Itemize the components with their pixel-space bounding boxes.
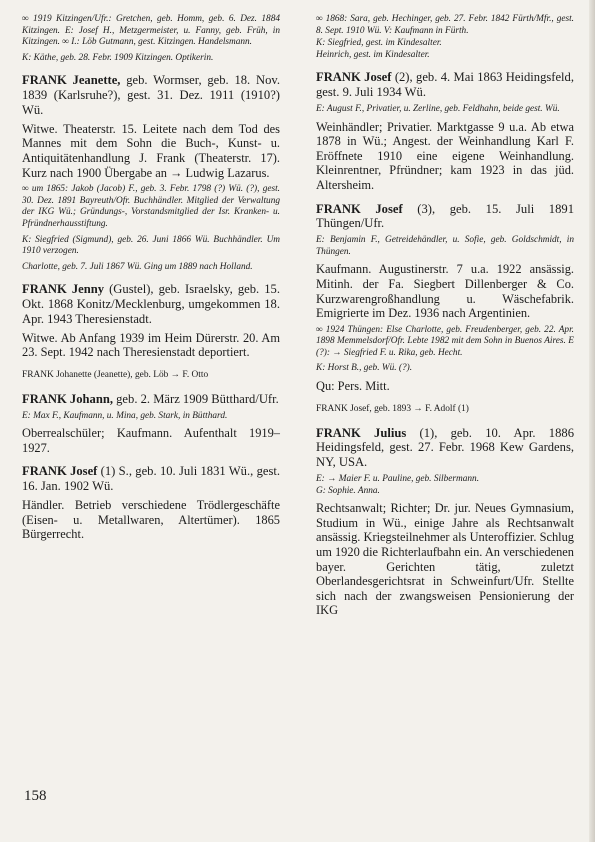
- siblings-note: G: Sophie. Anna.: [316, 485, 380, 496]
- entry-name: FRANK Jenny: [22, 282, 105, 297]
- parents-note: E: → Maier F. u. Pauline, geb. Silbermann.: [316, 474, 480, 485]
- entry-name: FRANK Josef: [22, 464, 98, 479]
- children-note: K: Siegfried, gest. im Kindesalter.: [316, 38, 442, 49]
- marriage-note: ∞ um 1865: Jakob (Jacob) F., geb. 3. Febr. 1798 (?) Wü. (?), gest. 30. Dez. 1891 Bayreuth/Ofr. Buchhändler. Mitglied der Verwaltung der IKG Wü.; Gründungs-, Vorstandsmitglied der Isr. Kranken- u. Pfründnerhausstiftung.: [22, 184, 280, 229]
- entry-heading: [316, 202, 574, 232]
- entry-name: FRANK Josef: [316, 201, 403, 216]
- children-note-2: Charlotte, geb. 7. Juli 1867 Wü. Ging um 1889 nach Holland.: [22, 261, 253, 272]
- entry-heading: [22, 73, 280, 117]
- entry-frank-jenny: [22, 282, 280, 360]
- entry-frank-josef-3: [316, 202, 574, 394]
- entry-continuation: [316, 14, 574, 61]
- entry-dates: (Gustel), geb. Israelsky, geb. 15. Okt. 1868 Konitz/Mecklenburg, umgekommen 18. Apr. 1943 Theresienstadt.: [22, 282, 280, 326]
- family-note: ∞ 1919 Kitzingen/Ufr.: Gretchen, geb. Homm, geb. 6. Dez. 1884 Kitzingen. E: Josef H., Metzgermeister, u. Fanny, geb. Früh, in Kitzingen. ∞ I.: Löb Gutmann, gest. Kitzingen. Handelsmann.: [22, 14, 280, 48]
- entry-body: Händler. Betrieb verschiedene Trödlergeschäfte (Eisen- u. Metallwaren, Altertümer). 1865 Bürgerrecht.: [22, 498, 280, 542]
- children-note: K: Käthe, geb. 28. Febr. 1909 Kitzingen. Optikerin.: [22, 52, 214, 63]
- entry-dates: geb. 2. März 1909 Bütthard/Ufr.: [112, 391, 279, 406]
- children-note: K: Horst B., geb. Wü. (?).: [316, 363, 413, 374]
- entry-name: FRANK Jeanette,: [22, 73, 121, 88]
- children-note-2: Heinrich, gest. im Kindesalter.: [316, 49, 430, 60]
- parents-note: E: Benjamin F., Getreidehändler, u. Sofie, geb. Goldschmidt, in Thüngen.: [316, 235, 574, 257]
- entry-heading: [22, 282, 280, 326]
- entry-body: Kaufmann. Augustinerstr. 7 u.a. 1922 ansässig. Mitinh. der Fa. Siegbert Dillenberger & Co. Kurzwarengroßhandlung u. Wäschefabrik. Emigrierte im Dez. 1936 nach Argentinien.: [316, 262, 574, 321]
- entry-body: Witwe. Ab Anfang 1939 im Heim Dürerstr. 20. Am 23. Sept. 1942 nach Theresienstadt deportiert.: [22, 330, 280, 360]
- entry-frank-julius-1: [316, 426, 574, 618]
- marriage-note: ∞ 1924 Thüngen: Else Charlotte, geb. Freudenberger, geb. 22. Apr. 1898 Memmelsdorf/Ofr. Lebte 1982 mit dem Sohn in Buenos Aires. E (?): → Siegfried F. u. Rika, geb. Hecht.: [316, 324, 574, 358]
- entry-name: FRANK Julius: [316, 425, 407, 440]
- entry-frank-johann: [22, 392, 280, 456]
- entry-dates: geb. Wormser, geb. 18. Nov. 1839 (Karlsruhe?), gest. 31. Dez. 1911 (1910?) Wü.: [22, 73, 280, 117]
- parents-note: E: August F., Privatier, u. Zerline, geb. Feldhahn, beide gest. Wü.: [316, 103, 560, 114]
- page-edge-shadow: [589, 0, 595, 842]
- entry-frank-josef-2: [316, 70, 574, 192]
- entry-dates: (1), geb. 10. Apr. 1886 Heidingsfeld, gest. 27. Febr. 1968 Kew Gardens, NY, USA.: [316, 425, 574, 470]
- entry-frank-jeanette: [22, 73, 280, 273]
- left-column: [22, 14, 280, 551]
- entry-frank-josef-1: [22, 464, 280, 541]
- entry-body: Oberrealschüler; Kaufmann. Aufenthalt 1919–1927.: [22, 426, 280, 455]
- cross-reference: FRANK Josef, geb. 1893 → F. Adolf (1): [316, 403, 469, 414]
- children-note: K: Siegfried (Sigmund), geb. 26. Juni 1866 Wü. Buchhändler. Um 1910 verzogen.: [22, 234, 280, 257]
- entry-dates: (2), geb. 4. Mai 1863 Heidingsfeld, gest. 9. Juli 1934 Wü.: [316, 70, 574, 100]
- entry-heading: [22, 464, 280, 494]
- entry-dates: (1) S., geb. 10. Juli 1831 Wü., gest. 16. Jan. 1902 Wü.: [22, 464, 280, 494]
- entry-body: Witwe. Theaterstr. 15. Leitete nach dem Tod des Mannes mit dem Sohn die Buch-, Kunst- u. Antiquitätenhandlung J. Frank (Theaterstr. 17). Kurz nach 1900 Übergabe an → Ludwig Lazarus.: [22, 121, 280, 180]
- entry-body: Weinhändler; Privatier. Marktgasse 9 u.a. Ab etwa 1878 in Wü.; Angest. der Weinhandlung Karl F. Eröffnete 1910 eine eigene Weinhandlung. Kleinrentner, Pfründner; kam 1923 in das jüd. Altersheim.: [316, 119, 574, 192]
- page-number: 158: [24, 788, 47, 804]
- entry-heading: [316, 426, 574, 470]
- marriage-note: ∞ 1868: Sara, geb. Hechinger, geb. 27. Febr. 1842 Fürth/Mfr., gest. 8. Sept. 1910 Wü. V: Kaufmann in Fürth.: [316, 14, 574, 36]
- entry-name: FRANK Johann,: [22, 391, 113, 406]
- entry-heading: [22, 392, 280, 407]
- entry-dates: (3), geb. 15. Juli 1891 Thüngen/Ufr.: [316, 201, 574, 231]
- right-column: [316, 14, 574, 627]
- entry-name: FRANK Josef: [316, 70, 392, 85]
- entry-continuation: [22, 14, 280, 64]
- source-note: Qu: Pers. Mitt.: [316, 379, 390, 394]
- cross-reference: FRANK Johanette (Jeanette), geb. Löb → F. Otto: [22, 369, 209, 380]
- parents-note: E: Max F., Kaufmann, u. Mina, geb. Stark, in Bütthard.: [22, 410, 228, 421]
- entry-body: Rechtsanwalt; Richter; Dr. jur. Neues Gymnasium, Studium in Wü., einige Jahre als Rechtsanwalt ansässig. Kriegsteilnehmer als Unteroffizier. Schlug um 1920 die Richterlaufbahn ein. An verschiedenen bayer. Gerichten tätig, zuletzt Oberlandesgerichtsrat in Schweinfurt/Ufr. Stellte sich nach der zwangsweisen Pensionierung der IKG: [316, 501, 574, 618]
- entry-heading: [316, 70, 574, 100]
